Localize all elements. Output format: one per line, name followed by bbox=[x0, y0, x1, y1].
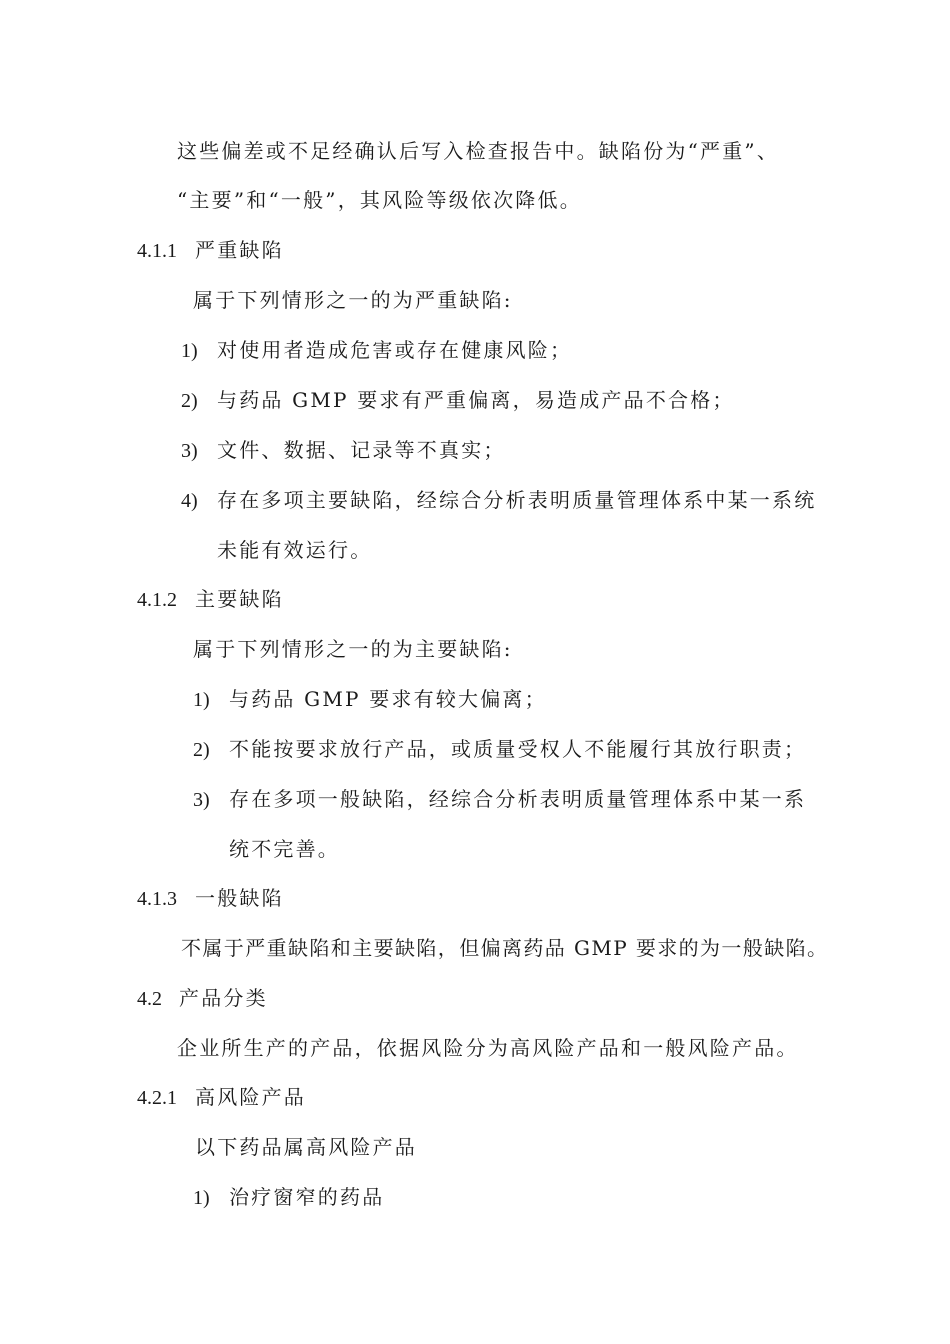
section-title: 一般缺陷 bbox=[195, 886, 284, 910]
section-heading-4-1-2 bbox=[137, 585, 284, 614]
section-number: 4.1.1 bbox=[137, 240, 177, 262]
list-item-text: 存在多项主要缺陷，经综合分析表明质量管理体系中某一系统 bbox=[217, 488, 817, 512]
section-number: 4.2.1 bbox=[137, 1087, 177, 1109]
list-item-number: 3) bbox=[193, 789, 210, 811]
list-item bbox=[181, 436, 506, 465]
list-item-text: 对使用者造成危害或存在健康风险； bbox=[217, 338, 573, 362]
list-item bbox=[181, 336, 572, 365]
list-item bbox=[193, 735, 806, 764]
section-number: 4.2 bbox=[137, 988, 162, 1010]
intro-line-1: 这些偏差或不足经确认后写入检查报告中。缺陷份为“严重”、 bbox=[177, 139, 780, 163]
list-item-text: 治疗窗窄的药品 bbox=[229, 1185, 385, 1209]
list-item-text: 与药品 GMP 要求有较大偏离； bbox=[229, 687, 547, 711]
list-item bbox=[193, 685, 547, 714]
section-heading-4-1-3 bbox=[137, 884, 284, 913]
section-text-4-2: 企业所生产的产品，依据风险分为高风险产品和一般风险产品。 bbox=[177, 1036, 799, 1060]
list-item bbox=[181, 486, 816, 515]
section-title: 主要缺陷 bbox=[195, 587, 284, 611]
list-item-number: 2) bbox=[193, 739, 210, 761]
section-number: 4.1.2 bbox=[137, 589, 177, 611]
list-item-text: 与药品 GMP 要求有严重偏离，易造成产品不合格； bbox=[217, 388, 735, 412]
section-lead-4-1-1: 属于下列情形之一的为严重缺陷: bbox=[193, 288, 513, 312]
section-title: 产品分类 bbox=[179, 986, 268, 1010]
list-item bbox=[181, 386, 735, 415]
section-heading-4-2 bbox=[137, 984, 268, 1013]
section-number: 4.1.3 bbox=[137, 888, 177, 910]
section-lead-4-2-1: 以下药品属高风险产品 bbox=[195, 1135, 417, 1159]
list-item-number: 3) bbox=[181, 440, 198, 462]
section-title: 高风险产品 bbox=[195, 1085, 306, 1109]
intro-line-2: “主要”和“一般”，其风险等级依次降低。 bbox=[177, 188, 582, 212]
list-item-text: 不能按要求放行产品，或质量受权人不能履行其放行职责； bbox=[229, 737, 807, 761]
list-item-number: 1) bbox=[193, 1187, 210, 1209]
list-item-number: 2) bbox=[181, 390, 198, 412]
list-item-number: 1) bbox=[193, 689, 210, 711]
list-item-text: 存在多项一般缺陷，经综合分析表明质量管理体系中某一系 bbox=[229, 787, 807, 811]
section-title: 严重缺陷 bbox=[195, 238, 284, 262]
list-item-number: 1) bbox=[181, 340, 198, 362]
section-text-4-1-3: 不属于严重缺陷和主要缺陷，但偏离药品 GMP 要求的为一般缺陷。 bbox=[181, 936, 829, 960]
list-item bbox=[193, 1183, 384, 1212]
list-item-text: 文件、数据、记录等不真实； bbox=[217, 438, 506, 462]
list-item-continuation: 未能有效运行。 bbox=[217, 538, 373, 562]
list-item bbox=[193, 785, 806, 814]
section-heading-4-1-1 bbox=[137, 236, 284, 265]
list-item-continuation: 统不完善。 bbox=[229, 837, 340, 861]
list-item-number: 4) bbox=[181, 490, 198, 512]
section-heading-4-2-1 bbox=[137, 1083, 306, 1112]
section-lead-4-1-2: 属于下列情形之一的为主要缺陷: bbox=[193, 637, 513, 661]
